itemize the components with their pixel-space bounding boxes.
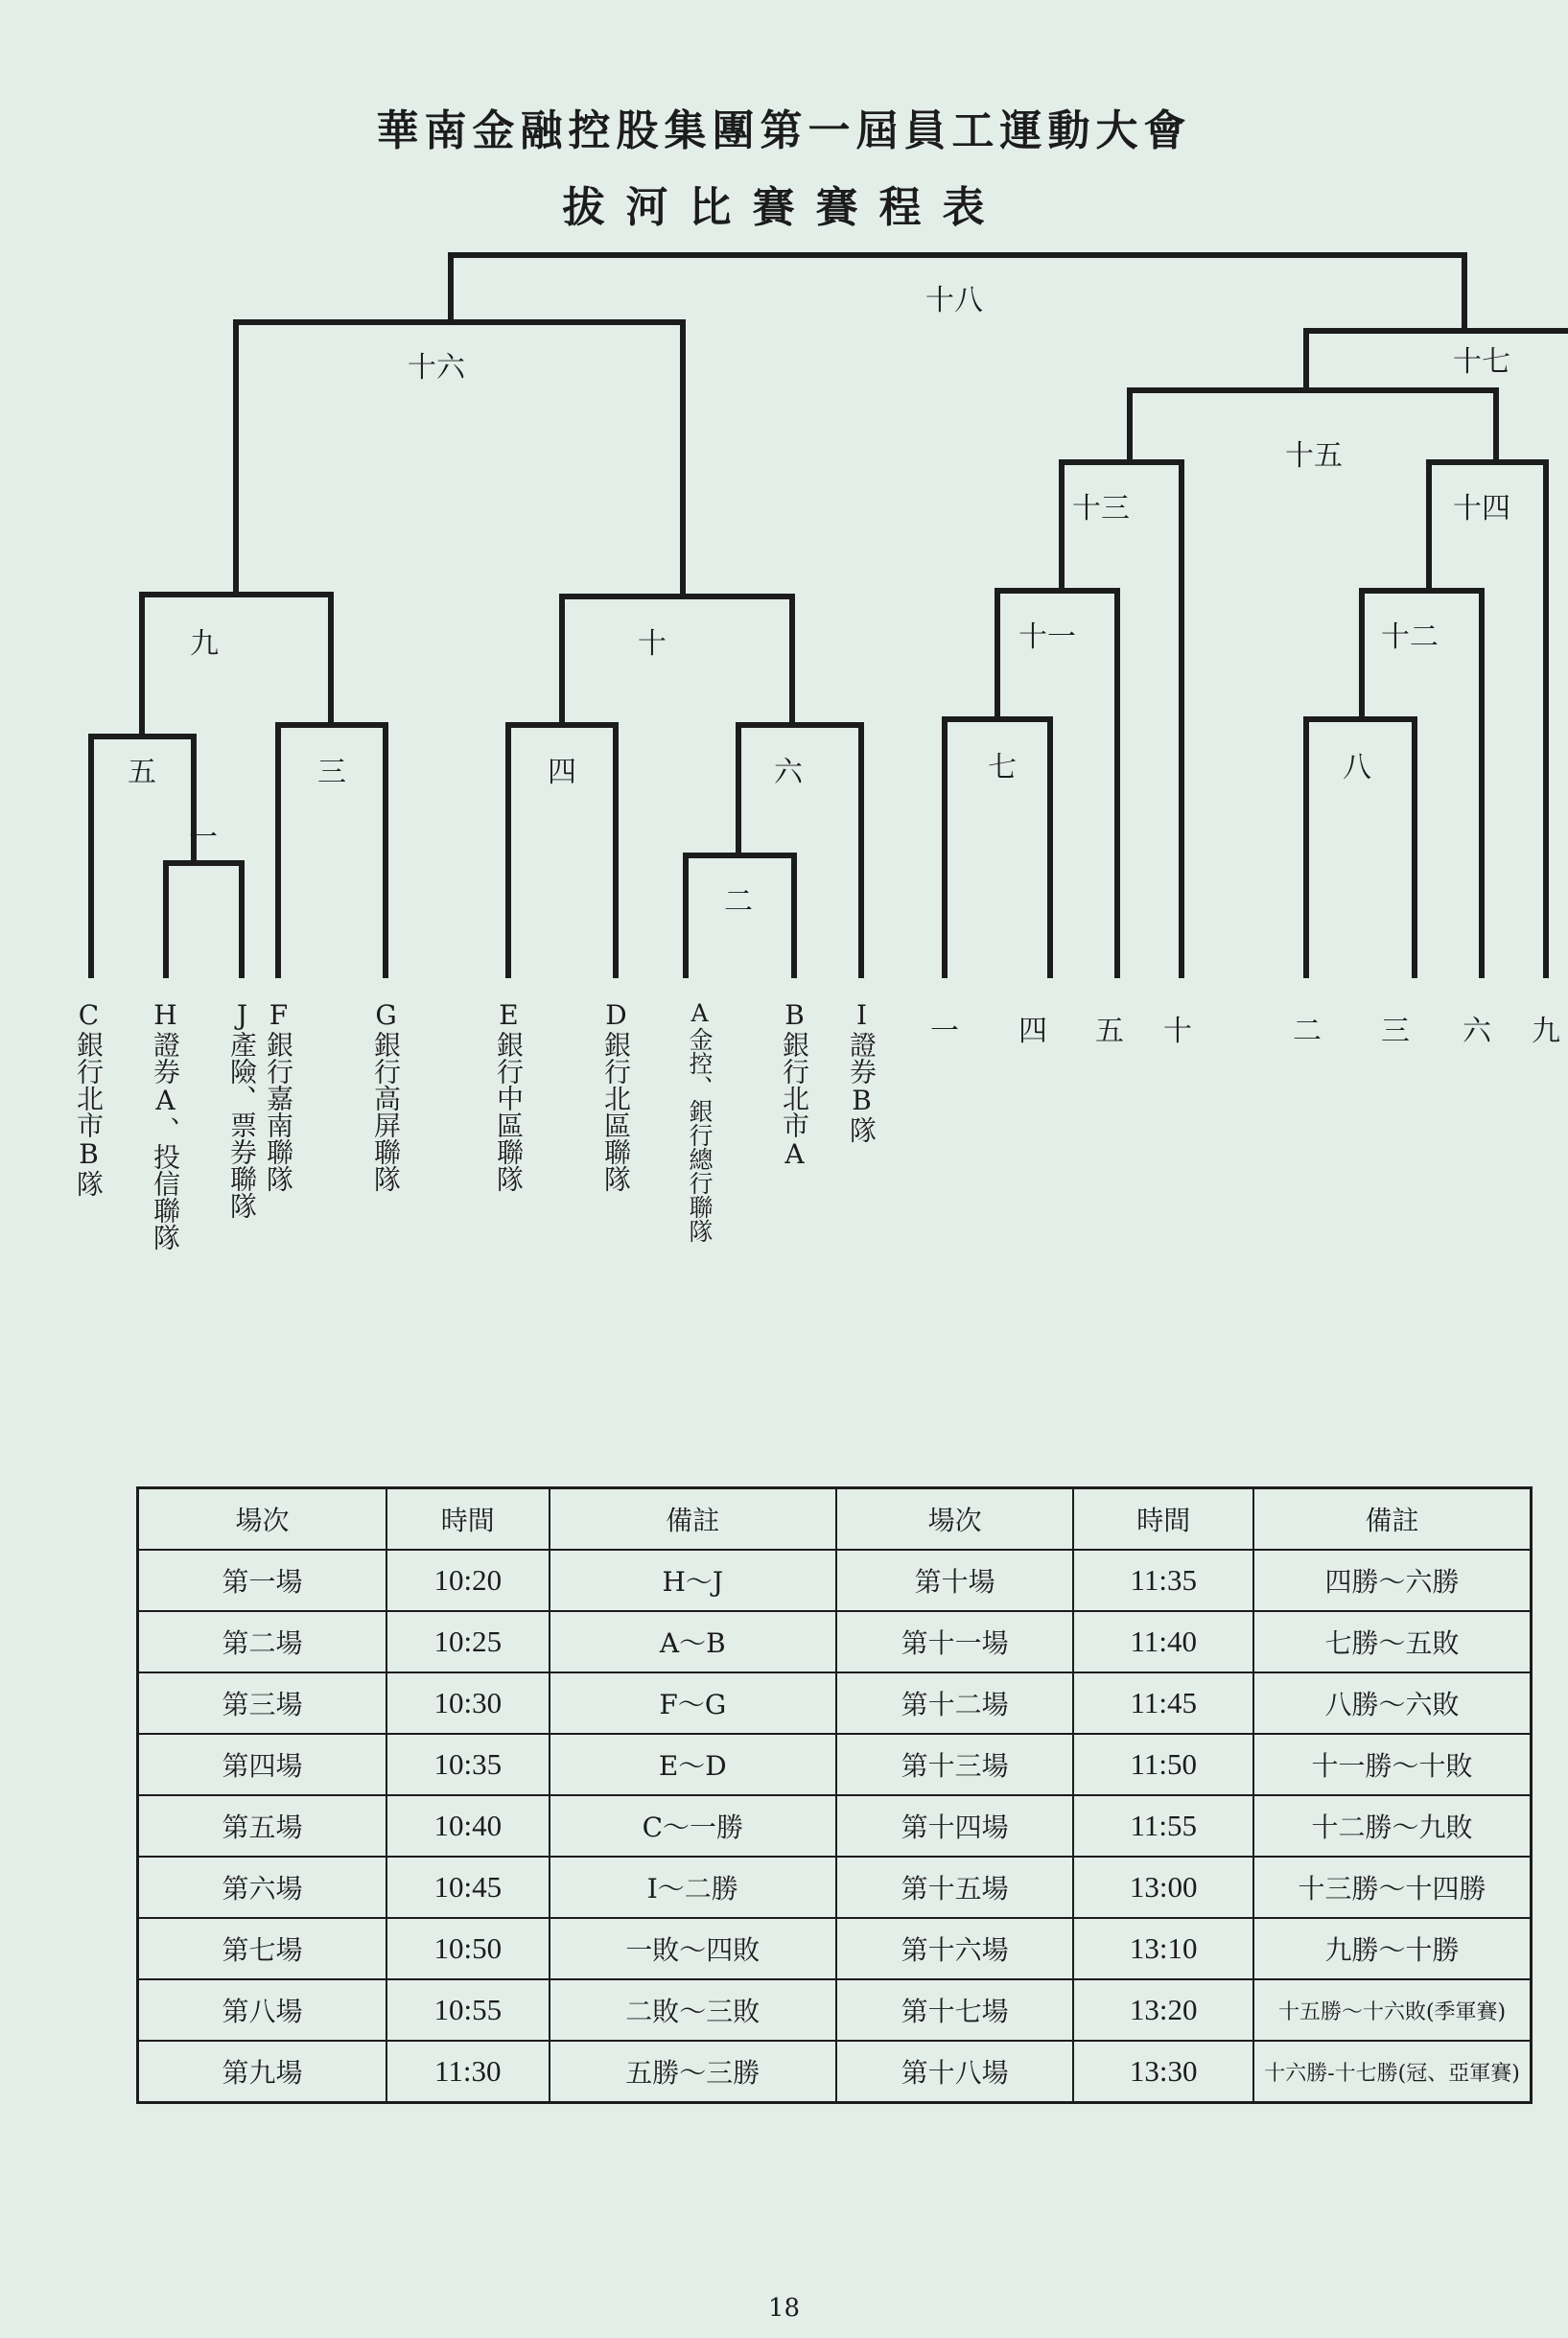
node-1: 一 xyxy=(189,821,218,854)
header-match: 場次 xyxy=(138,1488,386,1551)
team-f: F銀行嘉南聯隊 xyxy=(263,999,294,1192)
node-17: 十七 xyxy=(1453,345,1510,379)
header-time: 時間 xyxy=(1073,1488,1253,1551)
table-row xyxy=(138,1550,1532,1611)
document-subtitle: 拔河比賽賽程表 xyxy=(562,183,1006,232)
team-e: E銀行中區聯隊 xyxy=(493,999,525,1192)
slot-loser-10: 十 xyxy=(1163,1015,1192,1048)
match-cell: 第十一場 xyxy=(836,1611,1073,1672)
slot-loser-3: 三 xyxy=(1381,1015,1410,1048)
match-cell: 第十六場 xyxy=(836,1918,1073,1979)
time-cell: 11:30 xyxy=(386,2041,550,2103)
page-number: 18 xyxy=(767,2294,801,2323)
document-title: 華南金融控股集團第一屆員工運動大會 xyxy=(376,106,1192,155)
time-cell: 10:30 xyxy=(386,1672,550,1734)
header-match: 場次 xyxy=(836,1488,1073,1551)
time-cell: 10:55 xyxy=(386,1979,550,2041)
tournament-bracket xyxy=(0,0,1568,1017)
node-7: 七 xyxy=(988,751,1017,784)
match-line-13 xyxy=(1062,462,1182,978)
match-line-9 xyxy=(142,595,331,736)
match-cell: 第十七場 xyxy=(836,1979,1073,2041)
match-line-10 xyxy=(562,596,792,725)
time-cell: 11:45 xyxy=(1073,1672,1253,1734)
match-cell: 第四場 xyxy=(138,1734,386,1795)
time-cell: 13:20 xyxy=(1073,1979,1253,2041)
match-cell: 第七場 xyxy=(138,1918,386,1979)
slot-loser-4: 四 xyxy=(1018,1015,1047,1048)
note-cell: 十二勝～九敗 xyxy=(1253,1795,1531,1857)
table-row xyxy=(138,1795,1532,1857)
node-16: 十六 xyxy=(408,351,465,385)
team-b: B銀行北市A xyxy=(779,999,810,1170)
node-18: 十八 xyxy=(925,284,983,317)
team-c: C銀行北市B隊 xyxy=(73,999,105,1197)
header-note: 備註 xyxy=(550,1488,836,1551)
match-cell: 第八場 xyxy=(138,1979,386,2041)
match-cell: 第二場 xyxy=(138,1611,386,1672)
note-cell: 八勝～六敗 xyxy=(1253,1672,1531,1734)
team-d: D銀行北區聯隊 xyxy=(600,999,632,1192)
schedule-table xyxy=(136,1486,1533,2104)
node-14: 十四 xyxy=(1453,492,1510,526)
table-row xyxy=(138,1611,1532,1672)
note-cell: H～J xyxy=(550,1550,836,1611)
note-cell: 一敗～四敗 xyxy=(550,1918,836,1979)
header-time: 時間 xyxy=(386,1488,550,1551)
node-11: 十一 xyxy=(1018,620,1076,654)
match-cell: 第十五場 xyxy=(836,1857,1073,1918)
match-cell: 第十四場 xyxy=(836,1795,1073,1857)
time-cell: 10:50 xyxy=(386,1918,550,1979)
team-j: J產險、票券聯隊 xyxy=(226,999,258,1219)
time-cell: 13:30 xyxy=(1073,2041,1253,2103)
note-cell: I～二勝 xyxy=(550,1857,836,1918)
node-3: 三 xyxy=(317,756,346,789)
table-row xyxy=(138,1979,1532,2041)
match-cell: 第十場 xyxy=(836,1550,1073,1611)
match-cell: 第六場 xyxy=(138,1857,386,1918)
time-cell: 10:20 xyxy=(386,1550,550,1611)
match-cell: 第十八場 xyxy=(836,2041,1073,2103)
note-cell: 十一勝～十敗 xyxy=(1253,1734,1531,1795)
table-row xyxy=(138,1857,1532,1918)
team-i: I證券B隊 xyxy=(846,999,878,1143)
node-12: 十二 xyxy=(1381,620,1439,654)
time-cell: 10:35 xyxy=(386,1734,550,1795)
match-cell: 第三場 xyxy=(138,1672,386,1734)
note-cell: F～G xyxy=(550,1672,836,1734)
node-13: 十三 xyxy=(1072,492,1130,526)
table-row xyxy=(138,2041,1532,2103)
node-4: 四 xyxy=(548,756,576,789)
time-cell: 11:35 xyxy=(1073,1550,1253,1611)
match-cell: 第十三場 xyxy=(836,1734,1073,1795)
time-cell: 10:45 xyxy=(386,1857,550,1918)
note-cell: A～B xyxy=(550,1611,836,1672)
slot-loser-6: 六 xyxy=(1463,1015,1491,1048)
time-cell: 11:40 xyxy=(1073,1611,1253,1672)
time-cell: 10:40 xyxy=(386,1795,550,1857)
node-10: 十 xyxy=(638,627,667,661)
table-row xyxy=(138,1672,1532,1734)
note-cell: 四勝～六勝 xyxy=(1253,1550,1531,1611)
note-cell: 十六勝-十七勝(冠、亞軍賽) xyxy=(1253,2041,1531,2103)
node-15: 十五 xyxy=(1285,439,1343,473)
note-cell: C～一勝 xyxy=(550,1795,836,1857)
team-h: H證券A、投信聯隊 xyxy=(150,999,181,1251)
time-cell: 13:00 xyxy=(1073,1857,1253,1918)
note-cell: 二敗～三敗 xyxy=(550,1979,836,2041)
note-cell: 五勝～三勝 xyxy=(550,2041,836,2103)
time-cell: 11:50 xyxy=(1073,1734,1253,1795)
table-row xyxy=(138,1734,1532,1795)
time-cell: 10:25 xyxy=(386,1611,550,1672)
node-8: 八 xyxy=(1343,751,1371,784)
node-2: 二 xyxy=(724,885,753,919)
table-row xyxy=(138,1918,1532,1979)
slot-loser-1: 一 xyxy=(930,1015,959,1048)
match-cell: 第十二場 xyxy=(836,1672,1073,1734)
node-5: 五 xyxy=(128,756,156,789)
slot-loser-5: 五 xyxy=(1095,1015,1124,1048)
team-g: G銀行高屏聯隊 xyxy=(370,999,402,1192)
schedule-header-row xyxy=(138,1488,1532,1551)
header-note: 備註 xyxy=(1253,1488,1531,1551)
node-6: 六 xyxy=(774,756,803,789)
slot-loser-9: 九 xyxy=(1532,1015,1560,1048)
slot-loser-2: 二 xyxy=(1293,1015,1322,1048)
match-cell: 第一場 xyxy=(138,1550,386,1611)
note-cell: E～D xyxy=(550,1734,836,1795)
match-line-17 xyxy=(1306,331,1568,390)
match-line-14 xyxy=(1429,462,1546,978)
node-9: 九 xyxy=(190,627,219,661)
note-cell: 九勝～十勝 xyxy=(1253,1918,1531,1979)
match-line-1 xyxy=(166,863,242,978)
note-cell: 十五勝～十六敗(季軍賽) xyxy=(1253,1979,1531,2041)
time-cell: 11:55 xyxy=(1073,1795,1253,1857)
match-cell: 第九場 xyxy=(138,2041,386,2103)
note-cell: 七勝～五敗 xyxy=(1253,1611,1531,1672)
note-cell: 十三勝～十四勝 xyxy=(1253,1857,1531,1918)
team-a: A金控、銀行總行聯隊 xyxy=(686,999,714,1243)
match-cell: 第五場 xyxy=(138,1795,386,1857)
time-cell: 13:10 xyxy=(1073,1918,1253,1979)
